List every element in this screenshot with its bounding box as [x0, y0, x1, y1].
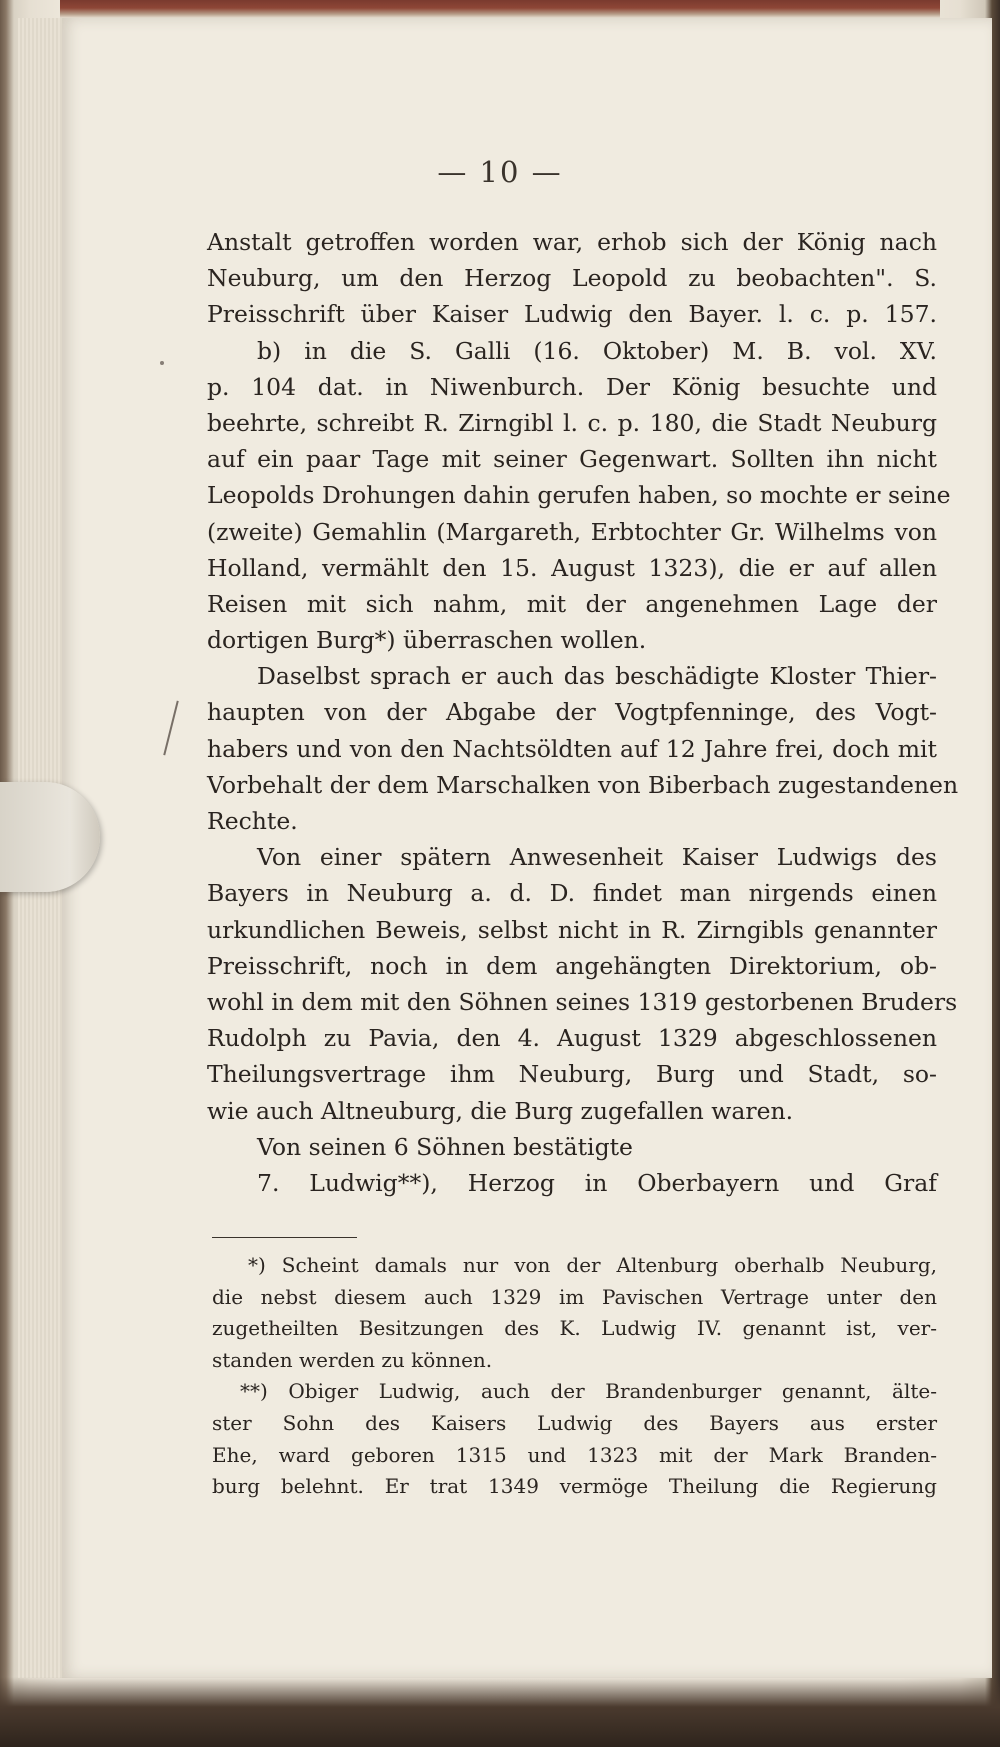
footnote-line: standen werden zu können. [212, 1347, 493, 1372]
text-line: Preisschrift, noch in dem angehängten Direktorium, ob- [207, 951, 937, 980]
text-line: (zweite) Gemahlin (Margareth, Erbtochter Gr. Wilhelms von [207, 517, 937, 546]
text-line: Preisschrift über Kaiser Ludwig den Bayer. l. c. p. 157. [207, 300, 937, 329]
footnote-line: ster Sohn des Kaisers Ludwig des Bayers aus erster [212, 1410, 937, 1435]
text-line: Reisen mit sich nahm, mit der angenehmen Lage der [207, 589, 937, 618]
text-line: wohl in dem mit den Söhnen seines 1319 gestorbenen Bruders [207, 987, 958, 1016]
text-line: wie auch Altneuburg, die Burg zugefallen waren. [207, 1096, 794, 1125]
text-line: Bayers in Neuburg a. d. D. findet man nirgends einen [207, 879, 937, 908]
text-line: Neuburg, um den Herzog Leopold zu beobachten". S. [207, 264, 937, 293]
text-line: beehrte, schreibt R. Zirngibl l. c. p. 180, die Stadt Neuburg [207, 408, 937, 437]
book-top-edge [60, 0, 940, 18]
text-line: dortigen Burg*) überraschen wollen. [207, 626, 647, 655]
book-bottom-edge [0, 1677, 1000, 1747]
margin-dot [160, 361, 164, 365]
footnote-line: Ehe, ward geboren 1315 und 1323 mit der Mark Branden- [212, 1442, 937, 1467]
text-line: 7. Ludwig**), Herzog in Oberbayern und Graf [257, 1168, 937, 1197]
footnote-line: burg belehnt. Er trat 1349 vermöge Theilung die Regierung [212, 1474, 937, 1499]
text-line: Holland, vermählt den 15. August 1323), die er auf allen [207, 553, 937, 582]
footnote-rule [212, 1237, 357, 1238]
text-line: Von seinen 6 Söhnen bestätigte [257, 1132, 633, 1161]
text-line: Vorbehalt der dem Marschalken von Biberbach zugestandenen [207, 770, 959, 799]
text-line: habers und von den Nachtsöldten auf 12 Jahre frei, doch mit [207, 734, 937, 763]
footnotes [212, 1250, 937, 1503]
page-number: — 10 — [437, 155, 563, 189]
text-line: Rechte. [207, 807, 298, 835]
text-line: Daselbst sprach er auch das beschädigte Kloster Thier- [257, 662, 937, 691]
text-line: auf ein paar Tage mit seiner Gegenwart. Sollten ihn nicht [207, 445, 937, 474]
text-line: urkundlichen Beweis, selbst nicht in R. Zirngibls genannter [207, 915, 937, 944]
footnote-line: **) Obiger Ludwig, auch der Brandenburger genannt, älte- [240, 1379, 937, 1404]
text-line: haupten von der Abgabe der Vogtpfenninge, des Vogt- [207, 698, 937, 727]
text-line: Anstalt getroffen worden war, erhob sich der König nach [207, 228, 937, 256]
text-line: Theilungsvertrage ihm Neuburg, Burg und Stadt, so- [207, 1060, 937, 1089]
footnote-line: *) Scheint damals nur von der Altenburg oberhalb Neuburg, [248, 1253, 937, 1277]
footnote-line: die nebst diesem auch 1329 im Pavischen Vertrage unter den [212, 1284, 937, 1309]
footnote-line: zugetheilten Besitzungen des K. Ludwig IV. genannt ist, ver- [212, 1316, 937, 1341]
text-line: p. 104 dat. in Niwenburch. Der König besuchte und [207, 372, 937, 401]
text-line: b) in die S. Galli (16. Oktober) M. B. vol. XV. [257, 336, 937, 365]
body-text [207, 224, 959, 1201]
text-line: Rudolph zu Pavia, den 4. August 1329 abgeschlossenen [207, 1024, 937, 1053]
text-line: Von einer spätern Anwesenheit Kaiser Ludwigs des [257, 843, 937, 872]
text-line: Leopolds Drohungen dahin gerufen haben, so mochte er seine [207, 481, 951, 510]
